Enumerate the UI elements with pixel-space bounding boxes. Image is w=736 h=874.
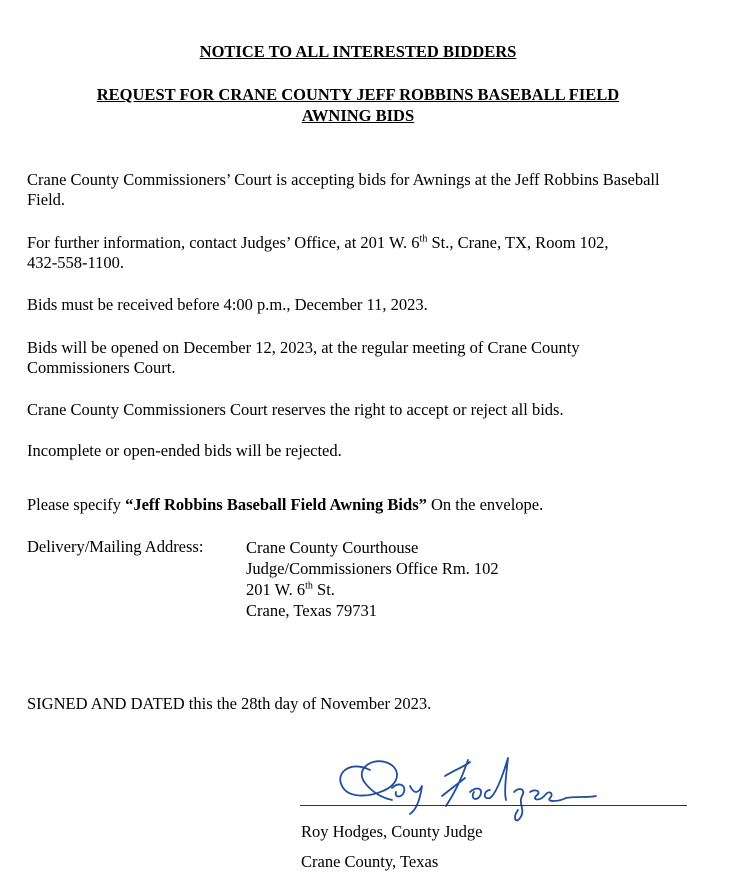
contact-text: For further information, contact Judges’ Office, at 201 W. 6: [27, 233, 420, 252]
paragraph-incomplete: Incomplete or open-ended bids will be rejected.: [27, 441, 342, 460]
address-line-3: 201 W. 6th St.: [246, 580, 335, 599]
address-line-1: Crane County Courthouse: [246, 538, 419, 557]
paragraph-deadline: Bids must be received before 4:00 p.m., December 11, 2023.: [27, 295, 428, 314]
address-block: [246, 537, 499, 621]
contact-text-continued: St., Crane, TX, Room 102,: [427, 233, 609, 252]
address-line-2: Judge/Commissioners Office Rm. 102: [246, 559, 499, 578]
signer-name-title: Roy Hodges, County Judge: [301, 822, 483, 841]
envelope-text: Please specify: [27, 495, 126, 514]
contact-phone: 432-558-1100.: [27, 253, 125, 272]
paragraph-reserves-right: Crane County Commissioners Court reserves the right to accept or reject all bids.: [27, 400, 564, 419]
envelope-text-end: On the envelope.: [426, 495, 544, 514]
notice-heading: NOTICE TO ALL INTERESTED BIDDERS: [199, 42, 517, 61]
paragraph-contact-info: [27, 233, 687, 273]
signer-county: Crane County, Texas: [301, 852, 439, 871]
envelope-label: “Jeff Robbins Baseball Field Awning Bids”: [125, 495, 427, 514]
paragraph-opening: Bids will be opened on December 12, 2023, at the regular meeting of Crane County Commissioners Court.: [27, 338, 580, 377]
signature-line: [300, 805, 687, 806]
paragraph-accepting-bids: Crane County Commissioners’ Court is accepting bids for Awnings at the Jeff Robbins Baseball Field.: [27, 170, 660, 209]
paragraph-envelope: [27, 495, 687, 515]
ordinal-suffix: th: [305, 580, 313, 592]
address-line-4: Crane, Texas 79731: [246, 601, 377, 620]
signed-dated-statement: SIGNED AND DATED this the 28th day of November 2023.: [27, 694, 432, 713]
handwritten-signature: [330, 748, 600, 823]
request-heading: REQUEST FOR CRANE COUNTY JEFF ROBBINS BASEBALL FIELD: [96, 85, 620, 104]
request-heading-line2: AWNING BIDS: [301, 106, 415, 125]
ordinal-suffix: th: [419, 233, 428, 245]
address-label: Delivery/Mailing Address:: [27, 537, 204, 556]
